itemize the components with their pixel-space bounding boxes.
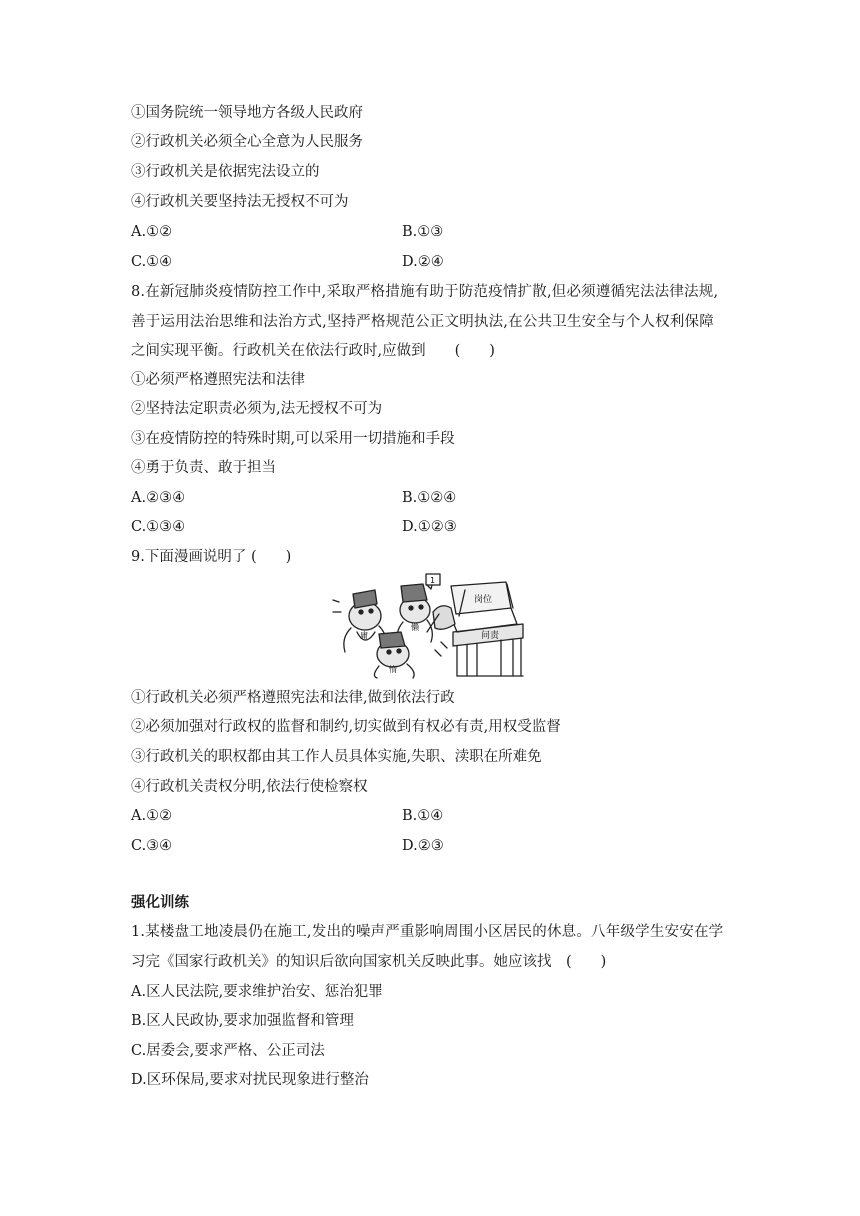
cartoon-board-label: 问责: [481, 631, 500, 641]
q8-statement-2: ②坚持法定职责必须为,法无授权不可为: [131, 401, 383, 417]
q9-statement-4: ④行政机关责权分明,依法行使检察权: [131, 779, 368, 795]
q7-option-d: D.②④: [402, 254, 444, 270]
q9-statement-2: ②必须加强对行政权的监督和制约,切实做到有权必有责,用权受监督: [131, 719, 561, 735]
q7-option-c: C.①④: [131, 254, 173, 270]
s1-stem-line-1: 1.某楼盘工地凌晨仍在施工,发出的噪声严重影响周围小区居民的休息。八年级学生安安在学: [131, 924, 724, 940]
q8-stem-line-2: 善于运用法治思维和法治方式,坚持严格规范公正文明执法,在公共卫生安全与个人权利保障: [131, 314, 714, 330]
q7-statement-1: ①国务院统一领导地方各级人民政府: [131, 105, 363, 121]
q7-statement-4: ④行政机关要坚持法无授权不可为: [131, 194, 349, 210]
q8-option-c: C.①③④: [131, 519, 186, 535]
q7-statement-3: ③行政机关是依据宪法设立的: [131, 164, 320, 180]
q8-statement-1: ①必须严格遵照宪法和法律: [131, 372, 305, 388]
q8-statement-4: ④勇于负责、敢于担当: [131, 460, 276, 476]
q9-statement-1: ①行政机关必须严格遵照宪法和法律,做到依法行政: [131, 690, 455, 706]
q9-cartoon-image: [331, 572, 531, 680]
section-title: 强化训练: [131, 895, 189, 911]
q9-option-d: D.②③: [402, 838, 444, 854]
q8-option-a: A.②③④: [131, 490, 186, 506]
q9-option-b: B.①④: [402, 808, 444, 824]
q7-statement-2: ②行政机关必须全心全意为人民服务: [131, 134, 363, 150]
cartoon-char-1: 庸: [360, 631, 368, 640]
cartoon-desk-label: 岗位: [474, 595, 493, 605]
cartoon-char-2: 懒: [411, 623, 419, 632]
s1-option-d: D.区环保局,要求对扰民现象进行整治: [131, 1072, 369, 1088]
q8-option-d: D.①②③: [402, 519, 457, 535]
q9-stem: 9.下面漫画说明了 ( ): [131, 549, 292, 565]
q9-statement-3: ③行政机关的职权都由其工作人员具体实施,失职、渎职在所难免: [131, 749, 542, 765]
s1-option-a: A.区人民法院,要求维护治安、惩治犯罪: [131, 984, 383, 1000]
q8-statement-3: ③在疫情防控的特殊时期,可以采用一切措施和手段: [131, 431, 455, 447]
cartoon-char-3: 惰: [389, 665, 397, 674]
q8-stem-line-3: 之间实现平衡。行政机关在依法行政时,应做到 ( ): [131, 343, 495, 359]
s1-option-c: C.居委会,要求严格、公正司法: [131, 1043, 325, 1059]
q9-option-a: A.①②: [131, 808, 173, 824]
cartoon-badge-number: 1: [430, 576, 436, 585]
q7-option-a: A.①②: [131, 224, 173, 240]
s1-option-b: B.区人民政协,要求加强监督和管理: [131, 1013, 354, 1029]
q9-option-c: C.③④: [131, 838, 173, 854]
s1-stem-line-2: 习完《国家行政机关》的知识后欲向国家机关反映此事。她应该找 ( ): [131, 954, 607, 970]
q8-stem-line-1: 8.在新冠肺炎疫情防控工作中,采取严格措施有助于防范疫情扩散,但必须遵循宪法法律法规,: [131, 284, 719, 300]
q7-option-b: B.①③: [402, 224, 444, 240]
q8-option-b: B.①②④: [402, 490, 457, 506]
